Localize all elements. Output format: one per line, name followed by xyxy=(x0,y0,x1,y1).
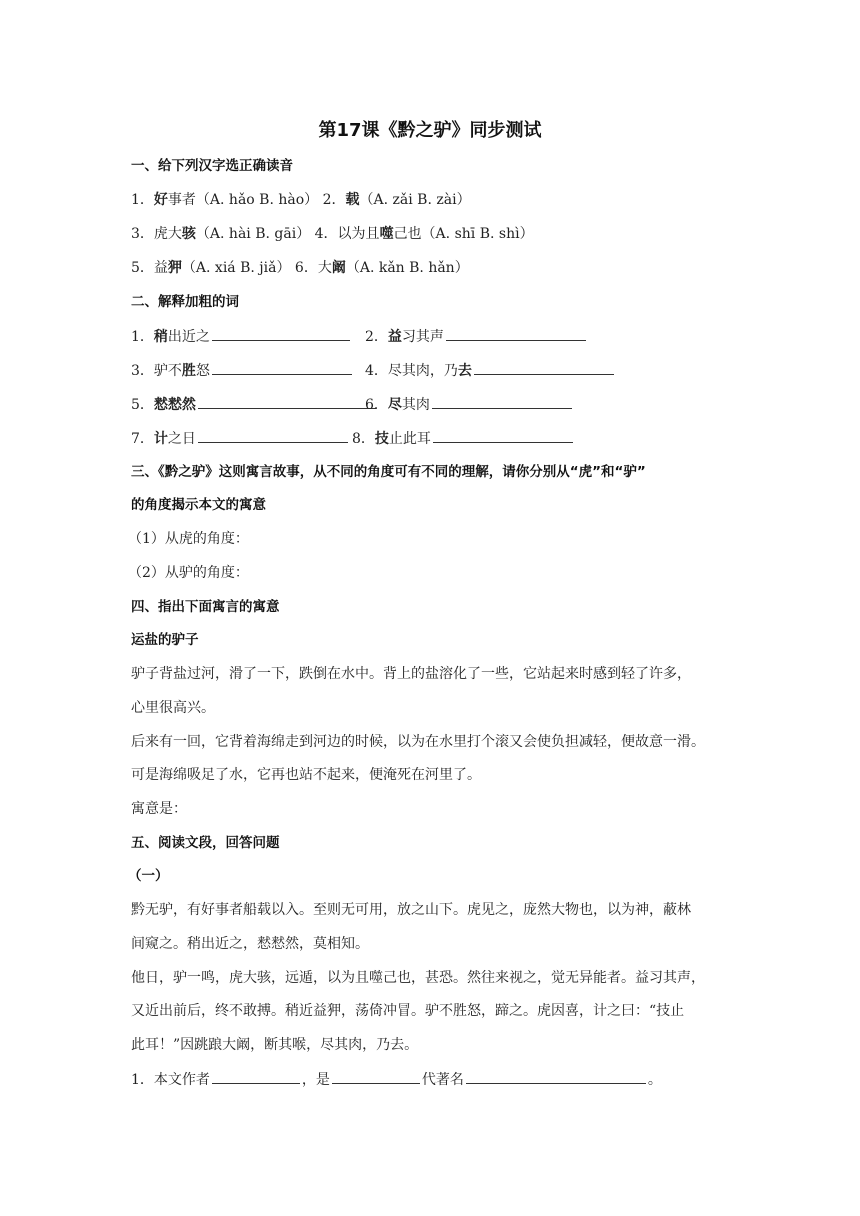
section-3-heading-cont: 的角度揭示本文的寓意 xyxy=(131,497,266,513)
bold-char: 载 xyxy=(345,192,360,208)
question-text: 4．尽其肉，乃 xyxy=(365,363,458,379)
question-text: 1． xyxy=(131,329,154,345)
section-2-heading: 二、解释加粗的词 xyxy=(131,294,239,310)
question-text: 事者（A. hǎo B. hào） 2． xyxy=(167,192,346,208)
question-text: （A. hài B. gāi） 4．以为且 xyxy=(195,226,380,242)
bold-char: 骇 xyxy=(181,226,196,242)
paragraph-line: 间窥之。稍出近之，慭慭然，莫相知。 xyxy=(131,936,369,952)
paragraph-line: 黔无驴，有好事者船载以入。至则无可用，放之山下。虎见之，庞然大物也，以为神，蔽林 xyxy=(131,902,691,918)
fable-title: 运盐的驴子 xyxy=(131,632,199,648)
question-line xyxy=(352,428,575,449)
answer-blank[interactable] xyxy=(212,360,352,375)
sub-question: （2）从驴的角度： xyxy=(128,565,249,581)
paragraph-line: 可是海绵吸足了水，它再也站不起来，便淹死在河里了。 xyxy=(131,767,481,783)
answer-blank[interactable] xyxy=(433,428,573,443)
question-line xyxy=(131,326,352,347)
question-line xyxy=(131,258,469,278)
question-text: 7． xyxy=(131,431,154,447)
paragraph-line: 心里很高兴。 xyxy=(131,700,215,716)
question-text: 5．益 xyxy=(131,260,168,276)
bold-word: 胜 xyxy=(181,363,196,379)
question-line xyxy=(131,224,534,244)
part-label: （一） xyxy=(128,868,169,884)
question-text: 止此耳 xyxy=(388,431,431,447)
question-line xyxy=(131,428,350,449)
answer-blank[interactable] xyxy=(198,428,348,443)
question-line xyxy=(365,326,588,347)
question-text: 之日 xyxy=(167,431,196,447)
question-text: 3．驴不 xyxy=(131,363,182,379)
question-text: 习其声 xyxy=(401,329,444,345)
question-line xyxy=(365,360,616,381)
bold-word: 慭慭然 xyxy=(153,397,196,413)
bold-word: 稍 xyxy=(153,329,168,345)
question-text: 1．本文作者 xyxy=(131,1072,210,1088)
answer-prompt: 寓意是： xyxy=(131,801,187,817)
answer-blank[interactable] xyxy=(474,360,614,375)
answer-blank[interactable] xyxy=(212,326,350,341)
question-line xyxy=(131,190,471,210)
question-text: 1． xyxy=(131,192,154,208)
question-text: 2． xyxy=(365,329,388,345)
section-3-heading: 三、《黔之驴》这则寓言故事，从不同的角度可有不同的理解，请你分别从“虎”和“驴” xyxy=(131,464,646,480)
answer-blank[interactable] xyxy=(446,326,586,341)
answer-blank[interactable] xyxy=(432,394,572,409)
question-line xyxy=(131,1069,662,1090)
bold-word: 计 xyxy=(153,431,168,447)
bold-char: 好 xyxy=(153,192,168,208)
question-text: 怒 xyxy=(195,363,210,379)
question-text: （A. xiá B. jiǎ） 6．大 xyxy=(181,260,332,276)
question-text: 其肉 xyxy=(401,397,430,413)
question-text: 6． xyxy=(365,397,388,413)
paragraph-line: 又近出前后，终不敢搏。稍近益狎，荡倚冲冒。驴不胜怒，蹄之。虎因喜，计之曰：“技止 xyxy=(131,1003,685,1019)
bold-char: 狎 xyxy=(167,260,182,276)
question-text: 。 xyxy=(647,1072,662,1088)
question-line xyxy=(365,394,574,415)
question-text: （A. zǎi B. zài） xyxy=(359,192,471,208)
question-text: 8． xyxy=(352,431,375,447)
bold-char: 噬 xyxy=(379,226,394,242)
question-text: 3．虎大 xyxy=(131,226,182,242)
answer-blank[interactable] xyxy=(332,1069,420,1084)
page-title: 第17课《黔之驴》同步测试 xyxy=(318,120,542,141)
question-text: ，是 xyxy=(301,1072,330,1088)
question-text: 己也（A. shī B. shì） xyxy=(393,226,534,242)
question-line xyxy=(131,360,354,381)
bold-word: 去 xyxy=(457,363,472,379)
question-text: 5． xyxy=(131,397,154,413)
bold-char: 阚 xyxy=(331,260,346,276)
section-4-heading: 四、指出下面寓言的寓意 xyxy=(131,599,280,615)
bold-word: 益 xyxy=(387,329,402,345)
bold-word: 尽 xyxy=(387,397,402,413)
sub-question: （1）从虎的角度： xyxy=(128,531,249,547)
paragraph-line: 后来有一回，它背着海绵走到河边的时候，以为在水里打个滚又会使负担减轻，便故意一滑。 xyxy=(131,734,705,750)
question-text: （A. kǎn B. hǎn） xyxy=(345,260,469,276)
paragraph-line: 驴子背盐过河，滑了一下，跌倒在水中。背上的盐溶化了一些，它站起来时感到轻了许多， xyxy=(131,666,691,682)
question-text: 代著名 xyxy=(421,1072,464,1088)
question-line xyxy=(131,394,378,415)
answer-blank[interactable] xyxy=(212,1069,300,1084)
section-1-heading: 一、给下列汉字选正确读音 xyxy=(131,158,293,174)
paragraph-line: 此耳！”因跳踉大阚，断其喉，尽其肉，乃去。 xyxy=(131,1037,419,1053)
paragraph-line: 他日，驴一鸣，虎大骇，远遁，以为且噬己也，甚恐。然往来视之，觉无异能者。益习其声， xyxy=(131,970,705,986)
section-5-heading: 五、阅读文段，回答问题 xyxy=(131,835,280,851)
question-text: 出近之 xyxy=(167,329,210,345)
answer-blank[interactable] xyxy=(198,394,376,409)
bold-word: 技 xyxy=(374,431,389,447)
answer-blank[interactable] xyxy=(466,1069,646,1084)
